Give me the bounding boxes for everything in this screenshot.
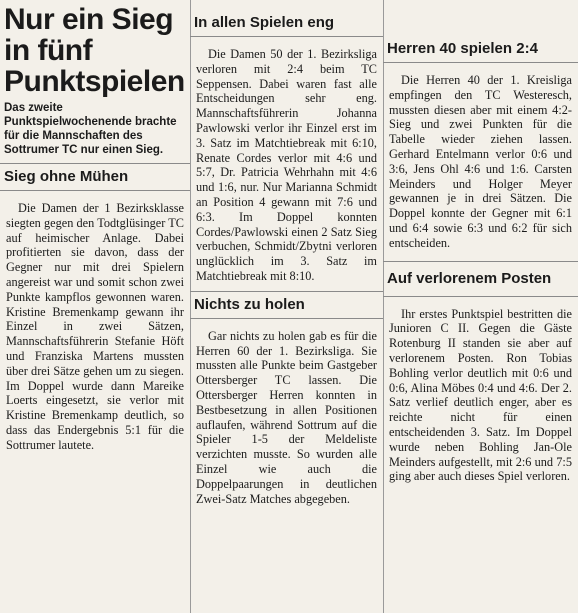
section-title-herren40: Herren 40 spielen 2:4: [387, 40, 538, 57]
section-text-herren40: Die Herren 40 der 1. Kreisliga empfingen den TC Westeresch, mussten diesen aber mit einem 4:2-Sieg und zwei Punkten für die Tabelle wieder ziehen lassen. Gerhard Entelmann verlor 0:6 und 3:6, Jens Ohl 4:6 und 1:6. Carsten Meinders und Holger Meyer gewannen je in drei Sätzen. Die Doppel konnte der Gegner mit 6:1 und 6:4 sowie 6:3 und 6:2 für sich entscheiden.: [389, 73, 572, 250]
divider: [383, 296, 578, 297]
lead-paragraph: Das zweite Punktspielwochenende brachte für die Mannschaften des Sottrumer TC nur einen Sieg.: [4, 102, 177, 156]
section-text-nichts: Gar nichts zu holen gab es für die Herren 60 der 1. Bezirksliga. Sie mussten alle Punkte beim Gastgeber Ottersberger TC lassen. Die Ottersberger Herren konnten in Bestbesetzung in allen Positionen auflaufen, während Sottrum auf die Spieler 1-5 der Meldeliste verzichten musste. So wurden alle Einzel wie auch die Doppelpaarungen in deutlichen Zwei-Satz Matches abgegeben.: [196, 328, 377, 506]
section-title-sieg: Sieg ohne Mühen: [4, 168, 129, 185]
section-title-posten: Auf verlorenem Posten: [387, 269, 552, 287]
section-text-posten: Ihr erstes Punktspiel bestritten die Junioren C II. Gegen die Gäste Rotenburg II standen sie aber auf verlorenem Posten. Ron Tobias Bohling verlor deutlich mit 0:6 und 0:6, Alina Möbes 0:4 und 4:6. Der 2. Satz verlief deutlich enger, aber es reichte nicht für einen entscheidenden 3. Satz. Im Doppel wurde neben Bohling Jan-Ole Meinders aufgestellt, mit 2:6 und 7:5 ging aber auch dieses Spiel verloren.: [389, 306, 572, 484]
divider: [190, 318, 383, 319]
divider: [0, 190, 190, 191]
column-right: [383, 0, 578, 613]
section-text-eng: Die Damen 50 der 1. Bezirksliga verloren mit 2:4 beim TC Seppensen. Dabei waren fast alle Entscheidungen sehr eng. Mannschaftsführerin Johanna Pawlowski verlor ihr Einzel erst im 3. Satz im Matchtiebreak mit 6:10, Renate Cordes verlor mit 4:6 und 5:7, Dr. Patricia Wehrhahn mit 4:6 und 1:6, nur. Nur Marianna Schmidt an Position 4 gewann mit 7:6 und 6:3. Im Doppel konnten Cordes/Pawlowski einen 2 Satz Sieg verbuchen, Schmidt/Zbytni verloren unglücklich im 3. Satz im Matchtiebreak mit 8:10.: [196, 47, 377, 283]
section-title-nichts: Nichts zu holen: [194, 295, 305, 313]
divider: [190, 36, 383, 37]
divider: [383, 62, 578, 63]
column-middle: [190, 0, 383, 613]
column-left: [0, 0, 190, 613]
section-title-eng: In allen Spielen eng: [194, 14, 335, 31]
headline: Nur ein Sieg in fünf Punktspielen: [4, 3, 185, 98]
section-text-sieg: Die Damen der 1 Bezirksklasse siegten gegen den Todtglüsinger TC auf heimischer Anlage. Dabei profitierten sie davon, dass der Gegner nur mit drei Spielern angereist war und somit schon zwei Punkte kampflos gewonnen waren. Kristine Bremenkamp gewann ihr Einzel in zwei Sätzen, Mannschaftsführerin Stefanie Höft und Franziska Martens mussten über drei Sätze gehen um zu siegen. Im Doppel wurde dann Mareike Loerts eingesetzt, sie verlor mit Kristine Bremenkamp deutlich, so dass das Endergebnis 5:1 für die Sottrumer lautete.: [6, 201, 184, 452]
